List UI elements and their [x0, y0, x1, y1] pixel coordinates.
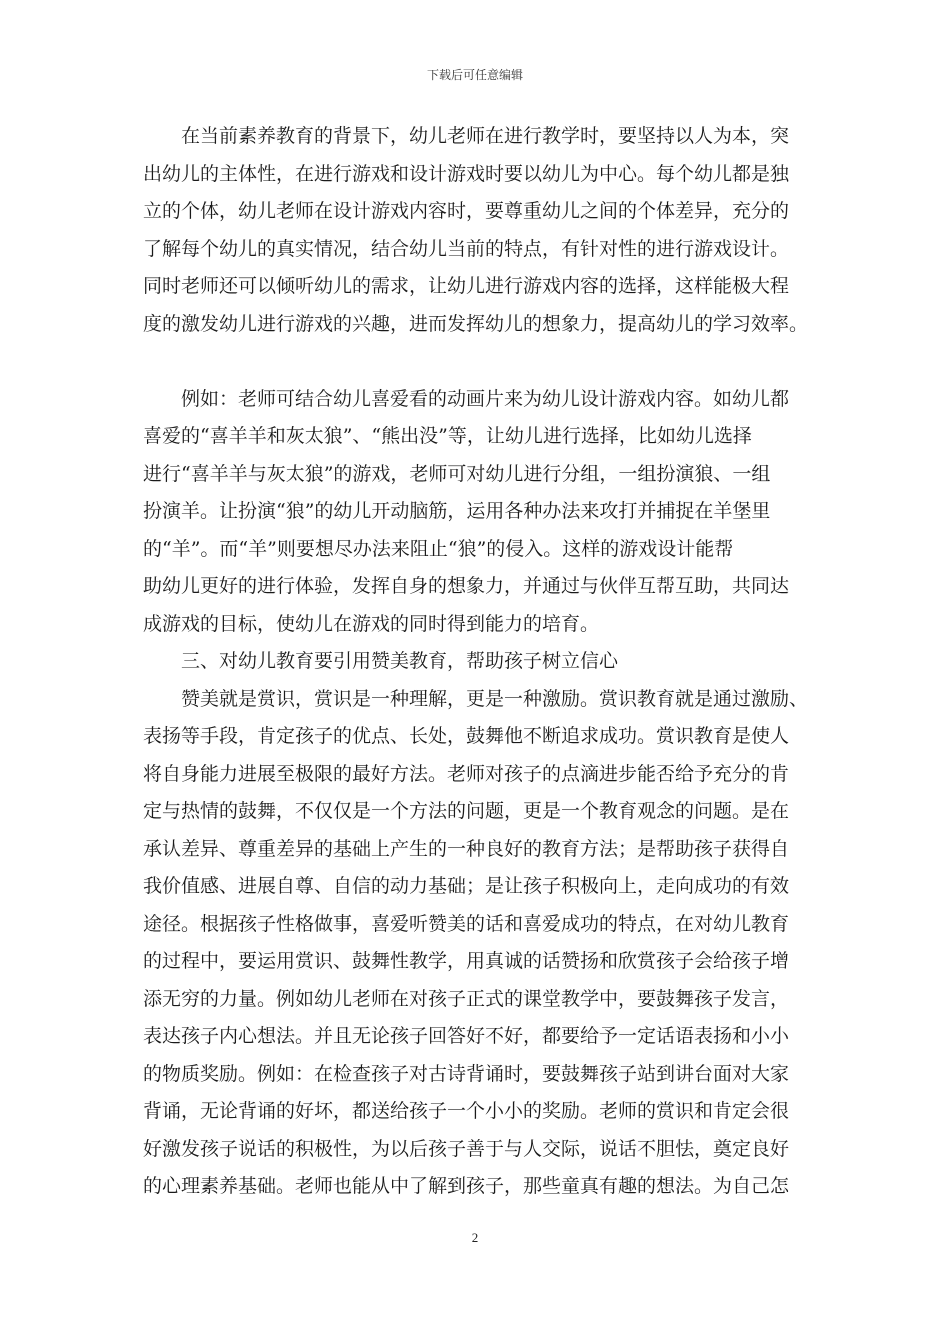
text-line: 立的个体，幼儿老师在设计游戏内容时，要尊重幼儿之间的个体差异，充分的: [143, 200, 790, 222]
text-line: 我价值感、进展自尊、自信的动力基础；是让孩子积极向上，走向成功的有效: [143, 875, 790, 897]
text-line: 添无穷的力量。例如幼儿老师在对孩子正式的课堂教学中，要鼓舞孩子发言，: [143, 987, 790, 1010]
text-line: 例如：老师可结合幼儿喜爱看的动画片来为幼儿设计游戏内容。如幼儿都: [181, 387, 790, 410]
text-line: 同时老师还可以倾听幼儿的需求，让幼儿进行游戏内容的选择，这样能极大程: [143, 275, 790, 297]
text-line: 表达孩子内心想法。并且无论孩子回答好不好，都要给予一定话语表扬和小小: [143, 1025, 790, 1047]
text-line: 承认差异、尊重差异的基础上产生的一种良好的教育方法；是帮助孩子获得自: [143, 837, 790, 860]
text-line: 的物质奖励。例如：在检查孩子对古诗背诵时，要鼓舞孩子站到讲台面对大家: [143, 1062, 790, 1085]
page-number: 2: [471, 1230, 479, 1245]
text-line: 了解每个幼儿的真实情况，结合幼儿当前的特点，有针对性的进行游戏设计。: [143, 237, 790, 260]
text-line: 赞美就是赏识，赏识是一种理解，更是一种激励。赏识教育就是通过激励、: [181, 687, 809, 710]
text-line: 将自身能力进展至极限的最好方法。老师对孩子的点滴进步能否给予充分的肯: [143, 762, 790, 785]
text-line: 好激发孩子说话的积极性，为以后孩子善于与人交际，说话不胆怯，奠定良好: [143, 1137, 790, 1160]
text-line: 出幼儿的主体性，在进行游戏和设计游戏时要以幼儿为中心。每个幼儿都是独: [143, 162, 790, 185]
text-line: 在当前素养教育的背景下，幼儿老师在进行教学时，要坚持以人为本，突: [181, 125, 790, 147]
text-line: 的心理素养基础。老师也能从中了解到孩子，那些童真有趣的想法。为自己怎: [143, 1175, 790, 1197]
text-line: 表扬等手段，肯定孩子的优点、长处，鼓舞他不断追求成功。赏识教育是使人: [143, 725, 790, 747]
text-line: 成游戏的目标，使幼儿在游戏的同时得到能力的培育。: [143, 612, 600, 635]
text-line: 的“羊”。而“羊”则要想尽办法来阻止“狼”的侵入。这样的游戏设计能帮: [143, 537, 734, 560]
paragraph-gap: [143, 343, 809, 381]
document-body: [143, 118, 809, 1206]
text-line: 度的激发幼儿进行游戏的兴趣，进而发挥幼儿的想象力，提高幼儿的学习效率。: [143, 312, 809, 335]
text-line: 进行“喜羊羊与灰太狼”的游戏，老师可对幼儿进行分组，一组扮演狼、一组: [143, 462, 771, 485]
text-line: 途径。根据孩子性格做事，喜爱听赞美的话和喜爱成功的特点，在对幼儿教育: [143, 912, 790, 935]
text-line: 喜爱的“喜羊羊和灰太狼”、“熊出没”等，让幼儿进行选择，比如幼儿选择: [143, 425, 752, 447]
page-header: 下载后可任意编辑: [426, 68, 523, 82]
text-line: 定与热情的鼓舞，不仅仅是一个方法的问题，更是一个教育观念的问题。是在: [143, 800, 790, 822]
text-line: 的过程中，要运用赏识、鼓舞性教学，用真诚的话赞扬和欣赏孩子会给孩子增: [143, 950, 790, 972]
section-heading: 三、对幼儿教育要引用赞美教育，帮助孩子树立信心: [181, 650, 619, 672]
text-line: 助幼儿更好的进行体验，发挥自身的想象力，并通过与伙伴互帮互助，共同达: [143, 575, 790, 597]
text-line: 扮演羊。让扮演“狼”的幼儿开动脑筋，运用各种办法来攻打并捕捉在羊堡里: [143, 500, 771, 522]
text-line: 背诵，无论背诵的好坏，都送给孩子一个小小的奖励。老师的赏识和肯定会很: [143, 1100, 790, 1122]
